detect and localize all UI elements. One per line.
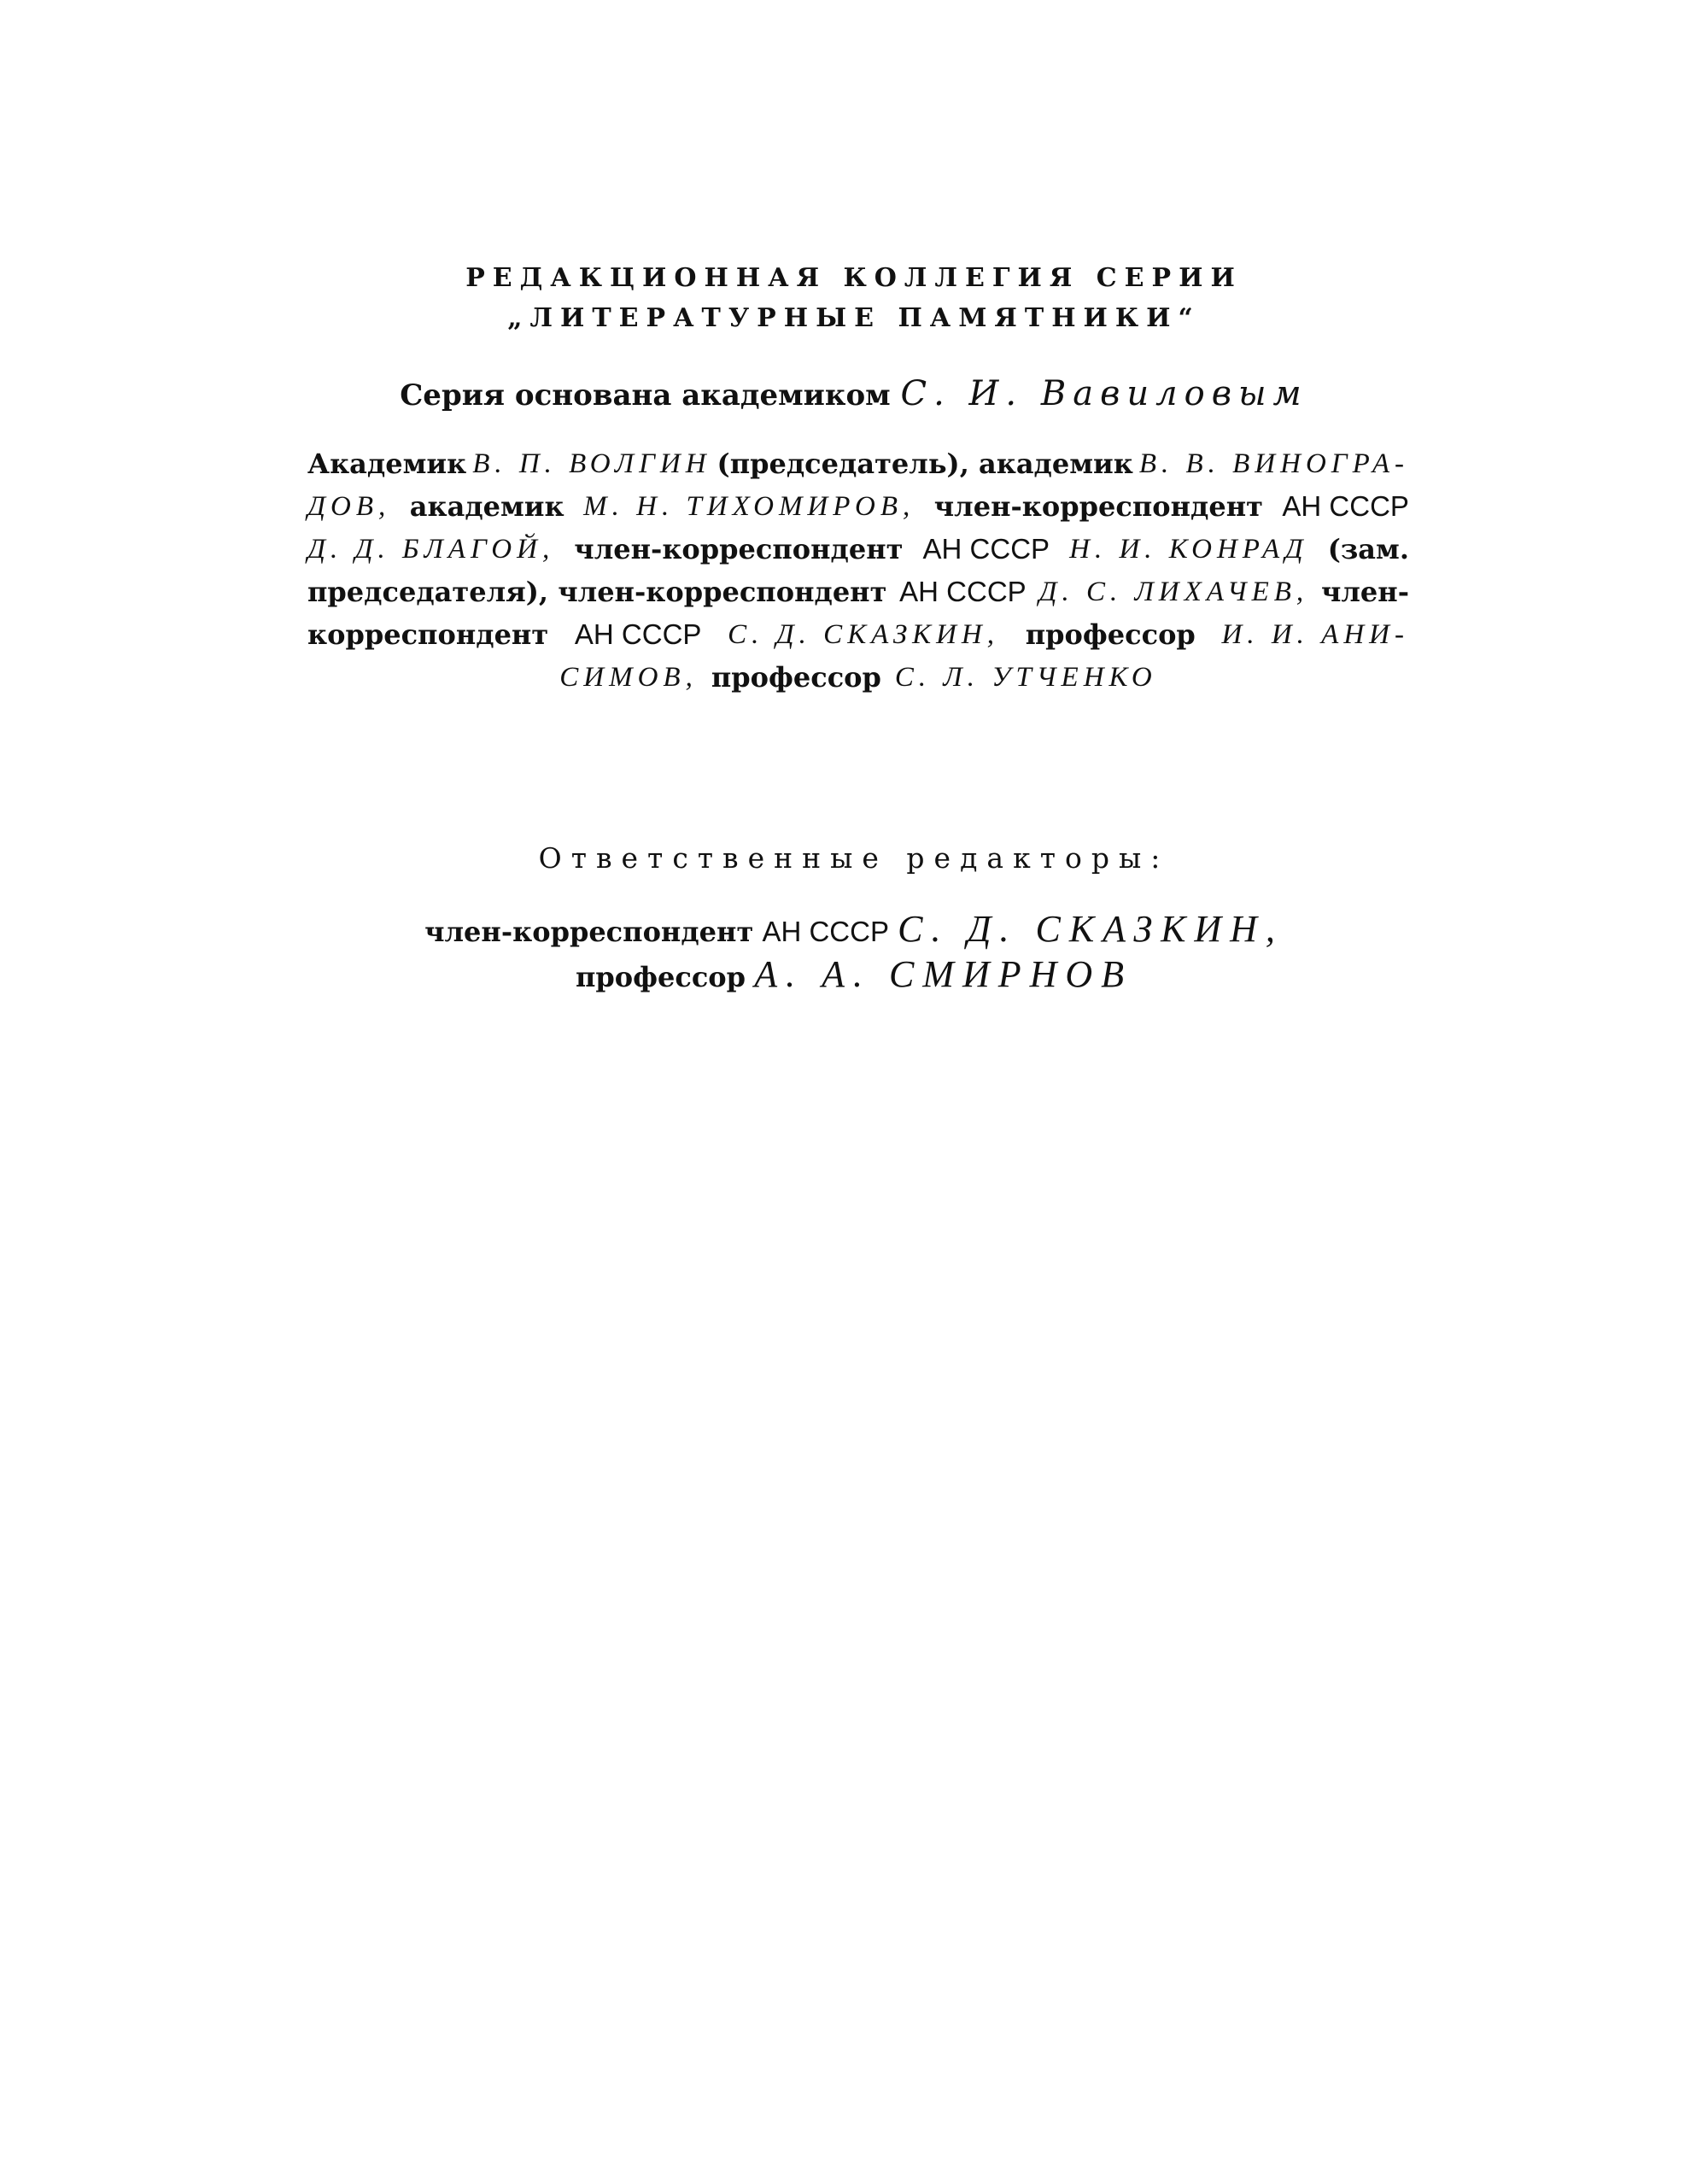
- board-text: председателя), член-корреспондент: [307, 576, 887, 608]
- board-line-1: [307, 442, 1409, 485]
- editor-role: член-корреспондент: [424, 916, 754, 948]
- board-line-2: [307, 485, 1409, 528]
- founder-name: С. И. Вавиловым: [900, 374, 1308, 413]
- board-name: СИМОВ,: [559, 662, 698, 693]
- board-name: С. Л. УТЧЕНКО: [894, 662, 1157, 693]
- board-text: член-корреспондент: [933, 490, 1263, 523]
- board-name: В. П. ВОЛГИН: [472, 448, 711, 479]
- series-title: „ЛИТЕРАТУРНЫЕ ПАМЯТНИКИ“: [507, 303, 1201, 333]
- board-name: В. В. ВИНОГРА-: [1138, 448, 1409, 479]
- board-text: член-корреспондент: [574, 533, 904, 565]
- editorial-board-title: РЕДАКЦИОННАЯ КОЛЛЕГИЯ СЕРИИ: [465, 263, 1243, 293]
- board-members: [307, 442, 1409, 699]
- board-text: корреспондент: [307, 618, 549, 651]
- board-name: ДОВ,: [307, 491, 391, 522]
- board-name: Н. И. КОНРАД: [1069, 534, 1308, 565]
- board-org: АН СССР: [574, 618, 702, 650]
- board-name: М. Н. ТИХОМИРОВ,: [583, 491, 915, 522]
- board-text: профессор: [711, 661, 881, 694]
- board-name: Д. С. ЛИХАЧЕВ,: [1038, 577, 1309, 607]
- board-name: Д. Д. БЛАГОЙ,: [307, 534, 555, 565]
- board-text: член-: [1320, 576, 1409, 608]
- board-org: АН СССР: [899, 576, 1027, 607]
- board-text: (председатель), академик: [717, 448, 1133, 480]
- board-line-4: [307, 571, 1409, 613]
- board-line-5: [307, 613, 1409, 656]
- board-text: Академик: [307, 448, 467, 480]
- board-name: С. Д. СКАЗКИН,: [728, 619, 999, 650]
- board-line-3: [307, 528, 1409, 571]
- board-line-6: [307, 656, 1409, 699]
- founder-text: Серия основана академиком: [400, 378, 891, 413]
- board-text: (зам.: [1327, 533, 1409, 565]
- board-org: АН СССР: [1282, 490, 1409, 522]
- editor-line-2: [0, 952, 1708, 996]
- board-text: академик: [409, 490, 564, 523]
- series-founder-line: [0, 374, 1708, 413]
- editor-org: АН СССР: [762, 916, 889, 947]
- editor-name: С. Д. СКАЗКИН,: [898, 908, 1284, 950]
- responsible-editors-heading: Ответственные редакторы:: [538, 841, 1170, 875]
- editor-line-1: [0, 907, 1708, 951]
- editor-role: профессор: [575, 961, 746, 993]
- board-org: АН СССР: [922, 533, 1050, 565]
- board-text: профессор: [1025, 618, 1196, 651]
- board-name: И. И. АНИ-: [1221, 619, 1409, 650]
- editor-name: А. А. СМИРНОВ: [754, 953, 1133, 995]
